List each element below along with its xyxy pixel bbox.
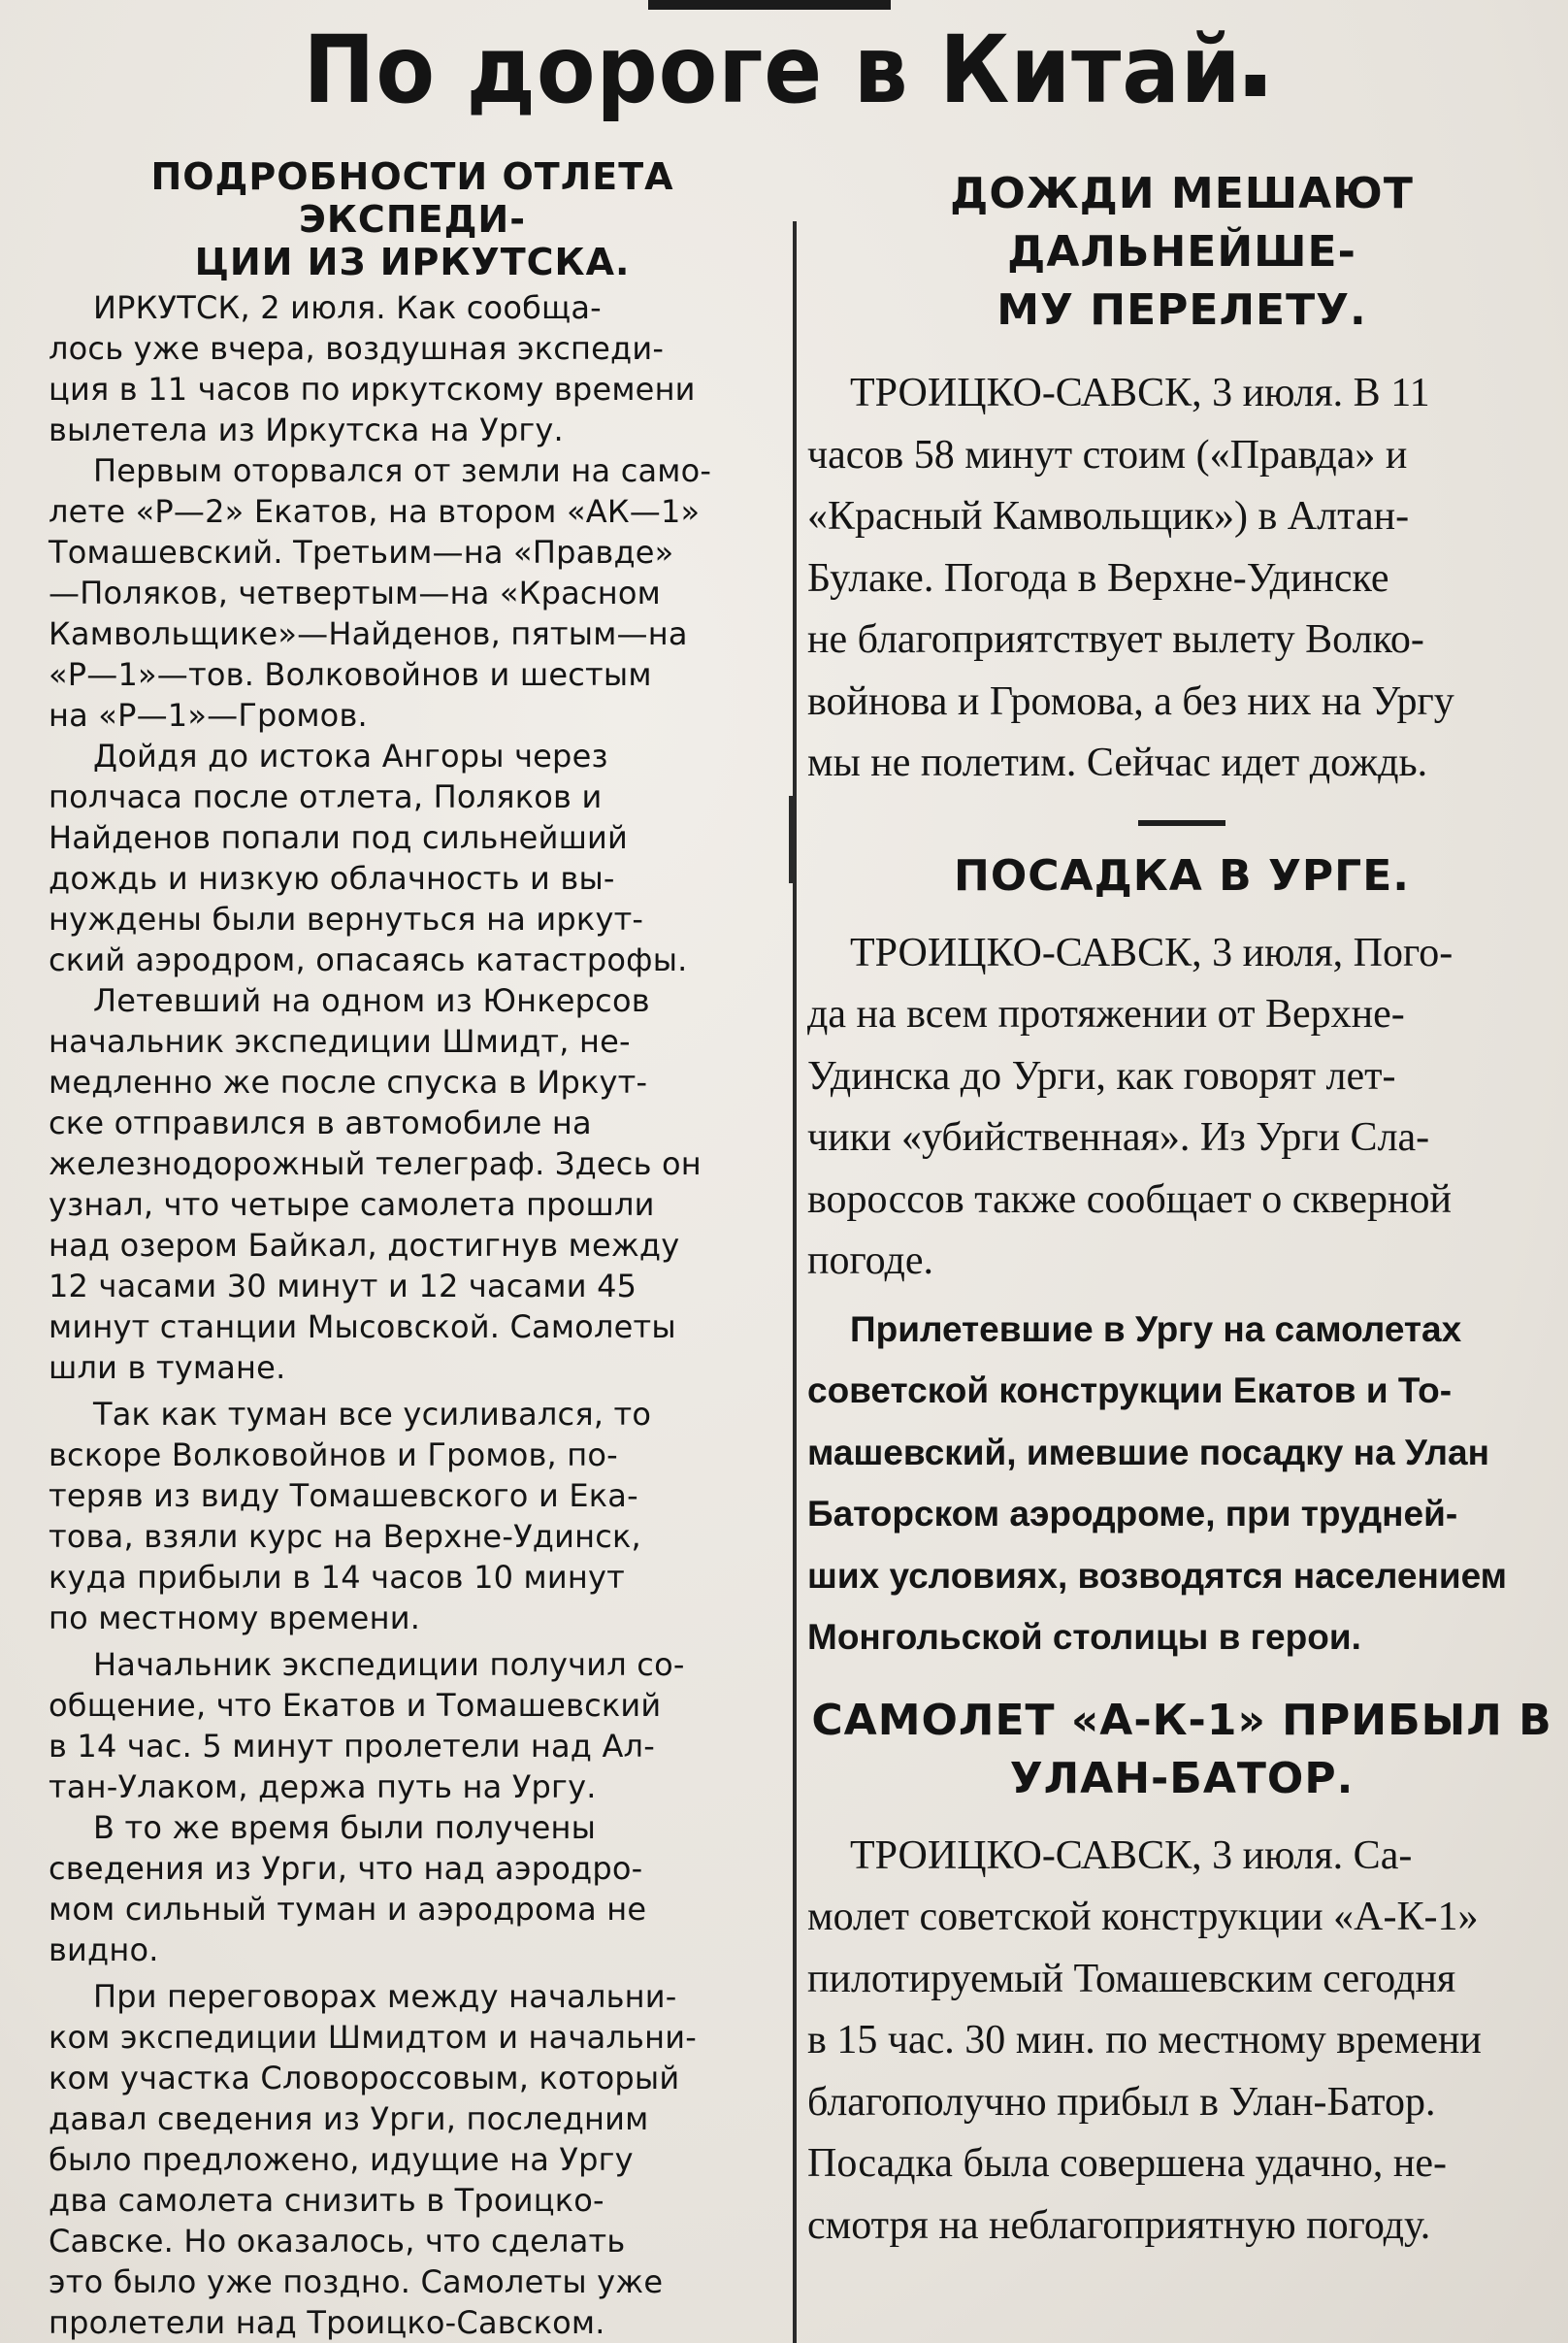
left-paragraph-4: Летевший на одном из Юнкерсов начальник экспедиции Шмидт, не- медленно же после спуска в Иркут- ске отправился в автомобиле на железнодорожный телеграф. Здесь он узнал, что четыре самолета прошли над озером Байкал, достигнув между 12 часами 30 минут и 12 часами 45 минут станции Мысовской. Самолеты шли в тумане. bbox=[49, 982, 702, 1386]
left-column bbox=[49, 155, 776, 2343]
column-divider-tick bbox=[789, 796, 793, 883]
right-column bbox=[807, 165, 1556, 2257]
right-paragraph-2: ТРОИЦКО-САВСК, 3 июля, Пого- да на всем протяжении от Верхне- Удинска до Урги, как говорят лет- чики «убийственная». Из Урги Сла- воросcов также сообщает о скверной погоде. bbox=[807, 930, 1454, 1283]
left-paragraph-7: В то же время были получены сведения из Урги, что над аэродро- мом сильный туман и аэродрома не видно. bbox=[49, 1809, 647, 1968]
left-paragraph-5: Так как туман все усиливался, то вскоре Волковойнов и Громов, по- теряв из виду Томашевского и Ека- това, взяли курс на Верхне-Удинск, куда прибыли в 14 часов 10 минут по местному времени. bbox=[49, 1396, 652, 1636]
right-heading-3: САМОЛЕТ «А-К-1» ПРИБЫЛ В УЛАН-БАТОР. bbox=[811, 1695, 1552, 1803]
left-paragraph-6: Начальник экспедиции получил со- общение, что Екатов и Томашевский в 14 час. 5 минут пролетели над Ал- тан-Улаком, держа путь на Ургу. bbox=[49, 1646, 685, 1805]
headline-text: По дороге в Китай bbox=[303, 16, 1242, 124]
left-paragraph-2: Первым оторвался от земли на само- лете «Р—2» Екатов, на втором «АК—1» Томашевский. Третьим—на «Правде» —Поляков, четвертым—на «Красном Камвольщике»—Найденов, пятым—на «Р—1»—тов. Волковойнов и шестым на «Р—1»—Громов. bbox=[49, 452, 712, 734]
right-heading-2: ПОСАДКА В УРГЕ. bbox=[954, 850, 1410, 901]
left-paragraph-3: Дойдя до истока Ангоры через полчаса после отлета, Поляков и Найденов попали под сильнейший дождь и низкую облачность и вы- нуждены были вернуться на иркут- ский аэродром, опасаясь катастрофы. bbox=[49, 738, 688, 978]
right-paragraph-1: ТРОИЦКО-САВСК, 3 июля. В 11 часов 58 минут стоим («Правда» и «Красный Камвольщик») в Алтан- Булаке. Погода в Верхне-Удинске не благоприятствует вылету Волко- войнова и Громова, а без них на Ургу мы не полетим. Сейчас идет дождь. bbox=[807, 371, 1454, 785]
top-rule bbox=[648, 0, 891, 10]
page-headline bbox=[63, 12, 1506, 128]
right-heading-1: ДОЖДИ МЕШАЮТ ДАЛЬНЕЙШЕ- МУ ПЕРЕЛЕТУ. bbox=[950, 169, 1414, 335]
right-paragraph-3: ТРОИЦКО-САВСК, 3 июля. Са- молет советской конструкции «А-К-1» пилотируемый Томашевским сегодня в 15 час. 30 мин. по местному времени благополучно прибыл в Улан-Батор. Посадка была совершена удачно, не- смотря на неблагоприятную погоду. bbox=[807, 1832, 1482, 2248]
right-bold-paragraph: Прилетевшие в Ургу на самолетах советской конструкции Екатов и То- машевский, имевшие посадку на Улан Баторском аэродроме, при трудней- ших условиях, возводятся населением Монгольской столицы в герои. bbox=[807, 1308, 1508, 1657]
headline-period bbox=[1245, 75, 1264, 96]
left-paragraph-8: При переговорах между начальни- ком экспедиции Шмидтом и начальни- ком участка Словороссовым, который давал сведения из Урги, последним было предложено, идущие на Ургу два самолета снизить в Троицко- Савске. Но оказалось, что сделать это было уже поздно. Самолеты уже пролетели над Троицко-Савском. bbox=[49, 1978, 697, 2341]
left-paragraph-1: ИРКУТСК, 2 июля. Как сообща- лось уже вчера, воздушная экспеди- ция в 11 часов по иркутскому времени вылетела из Иркутска на Ургу. bbox=[49, 289, 696, 448]
left-article-heading: ПОДРОБНОСТИ ОТЛЕТА ЭКСПЕДИ- ЦИИ ИЗ ИРКУТСКА. bbox=[150, 155, 674, 283]
column-divider bbox=[793, 221, 797, 2343]
